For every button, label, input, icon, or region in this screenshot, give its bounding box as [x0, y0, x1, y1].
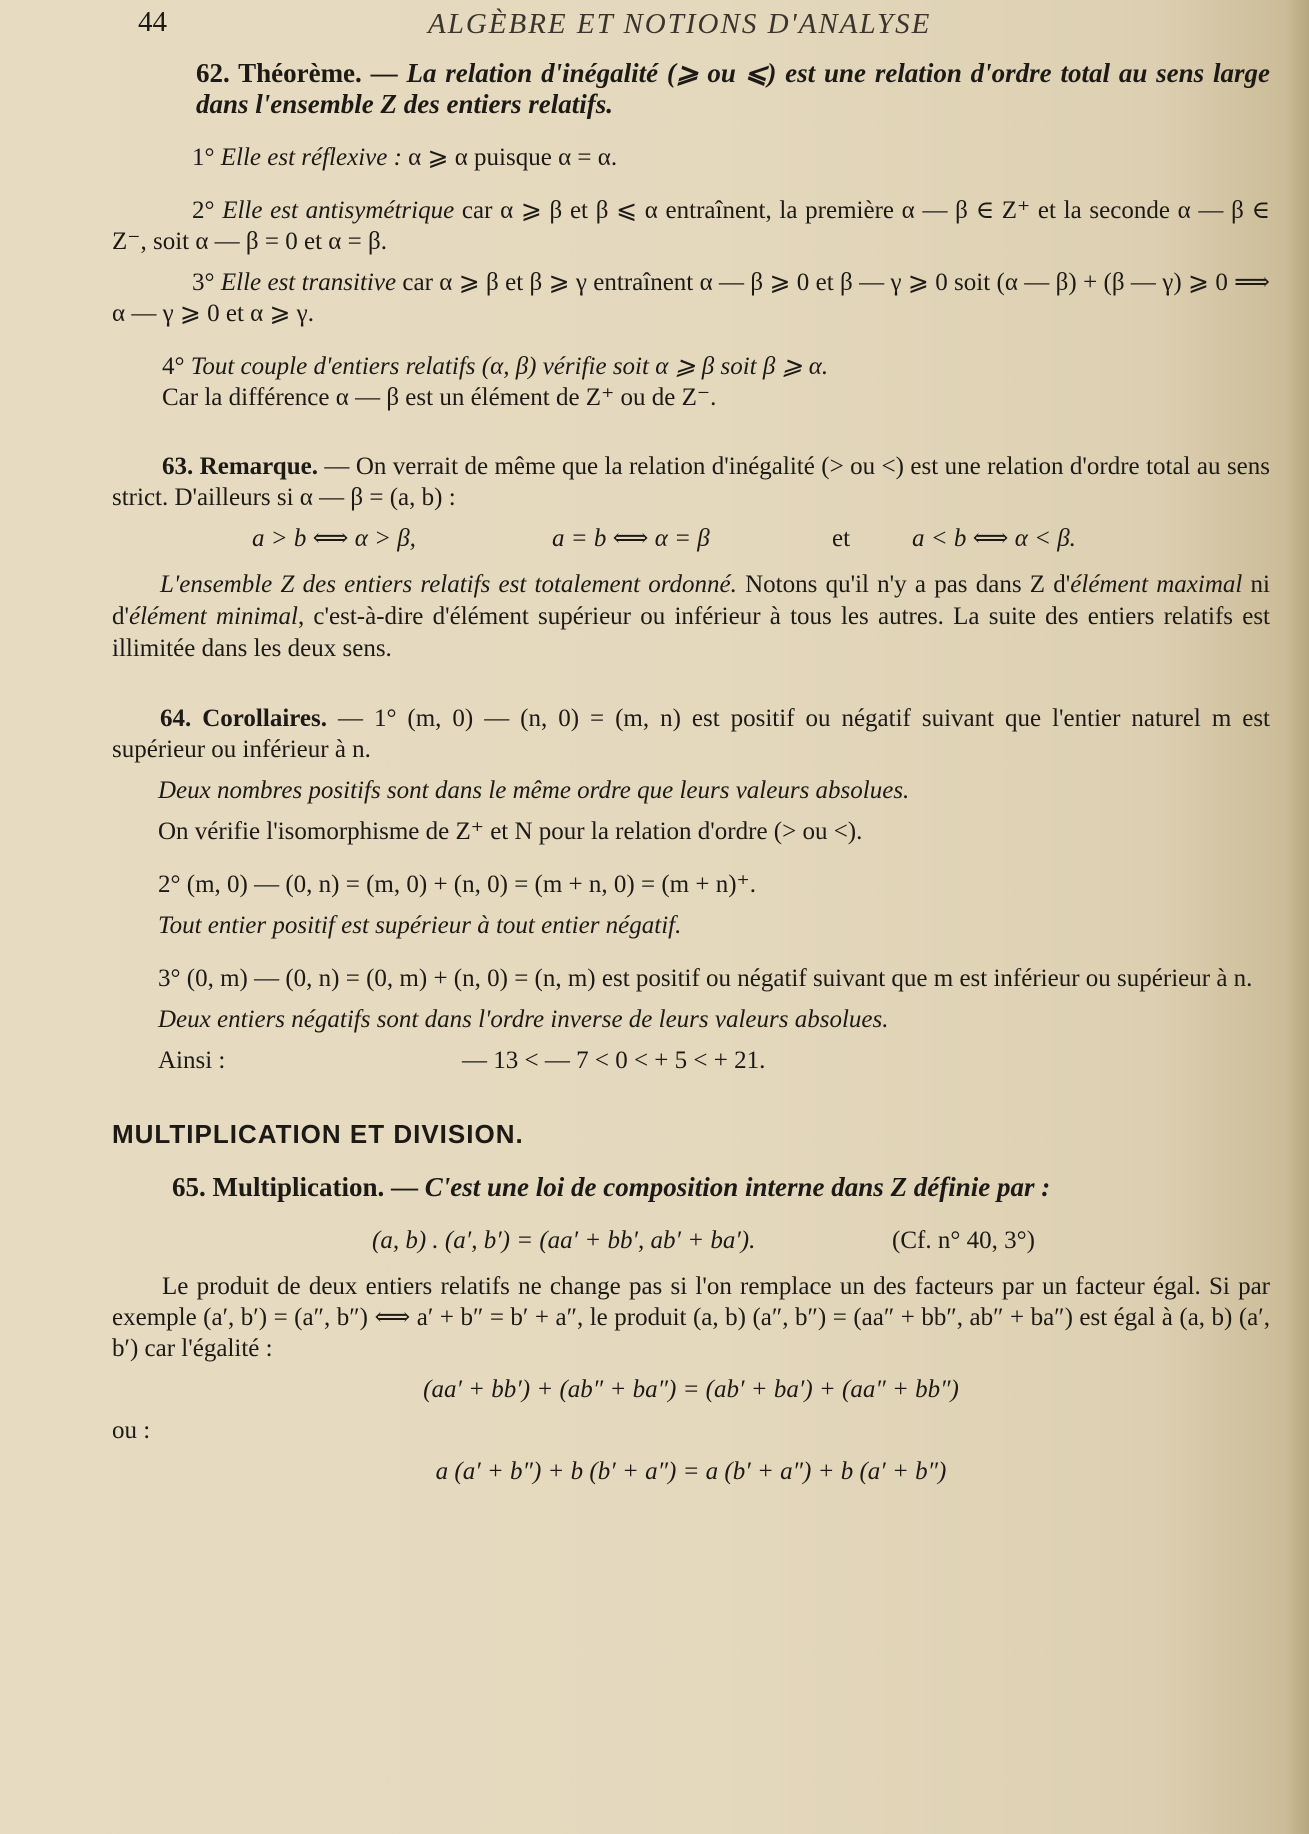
point-number: 2° — [192, 197, 215, 224]
definition-65-equation-row — [112, 1225, 1270, 1259]
corollary-64-c2: 2° (m, 0) — (0, n) = (m, 0) + (n, 0) = (m + n, 0) = (m + n)⁺. — [158, 871, 756, 898]
definition-65 — [112, 1172, 1270, 1203]
point-text: car α ⩾ β et β ⩽ α entraînent, la première α — β ∈ Z⁺ et la seconde α — β ∈ Z⁻, soit α — β = 0 et α = β. — [112, 197, 1271, 255]
page-number: 44 — [138, 6, 167, 38]
ou-label: ou : — [112, 1417, 151, 1444]
definition-equation: (a, b) . (a′, b′) = (aa′ + bb′, ab′ + ba′). — [372, 1227, 756, 1254]
inequality-chain: — 13 < — 7 < 0 < + 5 < + 21. — [462, 1047, 766, 1074]
point-italic: Elle est transitive — [220, 269, 397, 296]
conjunction: et — [832, 525, 851, 552]
theorem-62-title: 62. Théorème. — — [196, 58, 398, 88]
corollary-64-isomorphism: On vérifie l'isomorphisme de Z⁺ et N pour la relation d'ordre (> ou <). — [158, 818, 863, 845]
page-edge — [1287, 0, 1309, 1834]
ainsi-label: Ainsi : — [158, 1047, 226, 1074]
point-text: car α ⩾ β et β ⩾ γ entraînent α — β ⩾ 0 et β — γ ⩾ 0 soit (α — β) + (β — γ) ⩾ 0 ⟹ α — γ ⩾ 0 et α ⩾ γ. — [112, 269, 1271, 327]
remark-63-text: — On verrait de même que la relation d'inégalité (> ou <) est une relation d'ordre total au sens strict. D'ailleurs si α — β = (a, b) : — [112, 453, 1270, 511]
remark-63-equations — [112, 523, 1270, 557]
corollary-64-c1: — 1° (m, 0) — (n, 0) = (m, n) est positif ou négatif suivant que l'entier naturel m est supérieur ou inférieur à n. — [112, 705, 1271, 763]
italic-text: L'ensemble Z des entiers relatifs est totalement ordonné. — [160, 571, 737, 598]
text: Notons qu'il n'y a pas dans Z d' — [736, 571, 1071, 598]
corollary-64 — [112, 703, 1270, 765]
theorem-62-statement: La relation d'inégalité (⩾ ou ⩽) est une relation d'ordre total au sens large dans l'ensemble Z des entiers relatifs. — [196, 58, 1270, 119]
cross-reference: (Cf. n° 40, 3°) — [892, 1227, 1035, 1254]
italic-text: élément minimal — [129, 603, 298, 630]
definition-65-title: 65. Multiplication. — — [172, 1172, 419, 1202]
theorem-62-point-1 — [112, 142, 1270, 173]
page-content — [112, 58, 1270, 1497]
definition-65-paragraph: Le produit de deux entiers relatifs ne change pas si l'on remplace un des facteurs par un facteur égal. Si par exemple (a′, b′) = (a″, b″) ⟺ a′ + b″ = b′ + a″, le produit (a, b) (a″, b″) = (aa″ + bb″, ab″ + ba″) est égal à (a, b) (a′, b′) car l'égalité : — [112, 1273, 1270, 1362]
point-number: 1° — [192, 144, 215, 171]
equation: a = b ⟺ α = β — [552, 525, 710, 552]
running-head: ALGÈBRE ET NOTIONS D'ANALYSE — [428, 8, 932, 40]
point-italic: Tout couple d'entiers relatifs (α, β) vérifie soit α ⩾ β soit β ⩾ α. — [190, 353, 829, 380]
corollary-64-c1-italic: Deux nombres positifs sont dans le même ordre que leurs valeurs absolues. — [158, 777, 910, 804]
corollary-64-c3: 3° (0, m) — (0, n) = (0, m) + (n, 0) = (n, m) est positif ou négatif suivant que m est inférieur ou supérieur à n. — [158, 965, 1253, 992]
text: , c'est-à-dire d'élément supérieur ou inférieur à tous les autres. La suite des entiers relatifs est illimitée dans les deux sens. — [112, 603, 1271, 662]
point-4-note: Car la différence α — β est un élément de Z⁺ ou de Z⁻. — [162, 384, 717, 411]
point-text: α ⩾ α puisque α = α. — [408, 144, 618, 171]
page-header — [0, 6, 1309, 46]
theorem-62-point-3 — [112, 267, 1270, 329]
point-italic: Elle est antisymétrique — [222, 197, 455, 224]
remark-63 — [112, 451, 1270, 513]
corollary-64-title: 64. Corollaires. — [160, 705, 327, 732]
point-number: 4° — [162, 353, 185, 380]
remark-63-title: 63. Remarque. — [162, 453, 318, 480]
italic-text: élément maximal — [1070, 571, 1243, 598]
corollary-64-c2-italic: Tout entier positif est supérieur à tout entier négatif. — [158, 912, 682, 939]
definition-65-statement: C'est une loi de composition interne dans Z définie par : — [424, 1172, 1051, 1202]
point-number: 3° — [192, 269, 215, 296]
equation: a < b ⟺ α < β. — [912, 525, 1076, 552]
remark-63-paragraph — [112, 569, 1270, 665]
equality-2: a (a′ + b″) + b (b′ + a″) = a (b′ + a″) + b (a′ + b″) — [435, 1458, 947, 1485]
equation: a > b ⟺ α > β, — [252, 525, 416, 552]
text: ni d' — [112, 571, 1270, 630]
theorem-62-point-2 — [112, 195, 1270, 257]
corollary-64-example — [112, 1045, 1270, 1079]
theorem-62 — [112, 58, 1270, 120]
theorem-62-point-4 — [112, 351, 1270, 413]
point-italic: Elle est réflexive : — [220, 144, 402, 171]
corollary-64-c3-italic: Deux entiers négatifs sont dans l'ordre inverse de leurs valeurs absolues. — [158, 1006, 889, 1033]
equality-1: (aa′ + bb′) + (ab″ + ba″) = (ab′ + ba′) + (aa″ + bb″) — [423, 1376, 959, 1403]
section-title: MULTIPLICATION ET DIVISION. — [112, 1119, 524, 1149]
